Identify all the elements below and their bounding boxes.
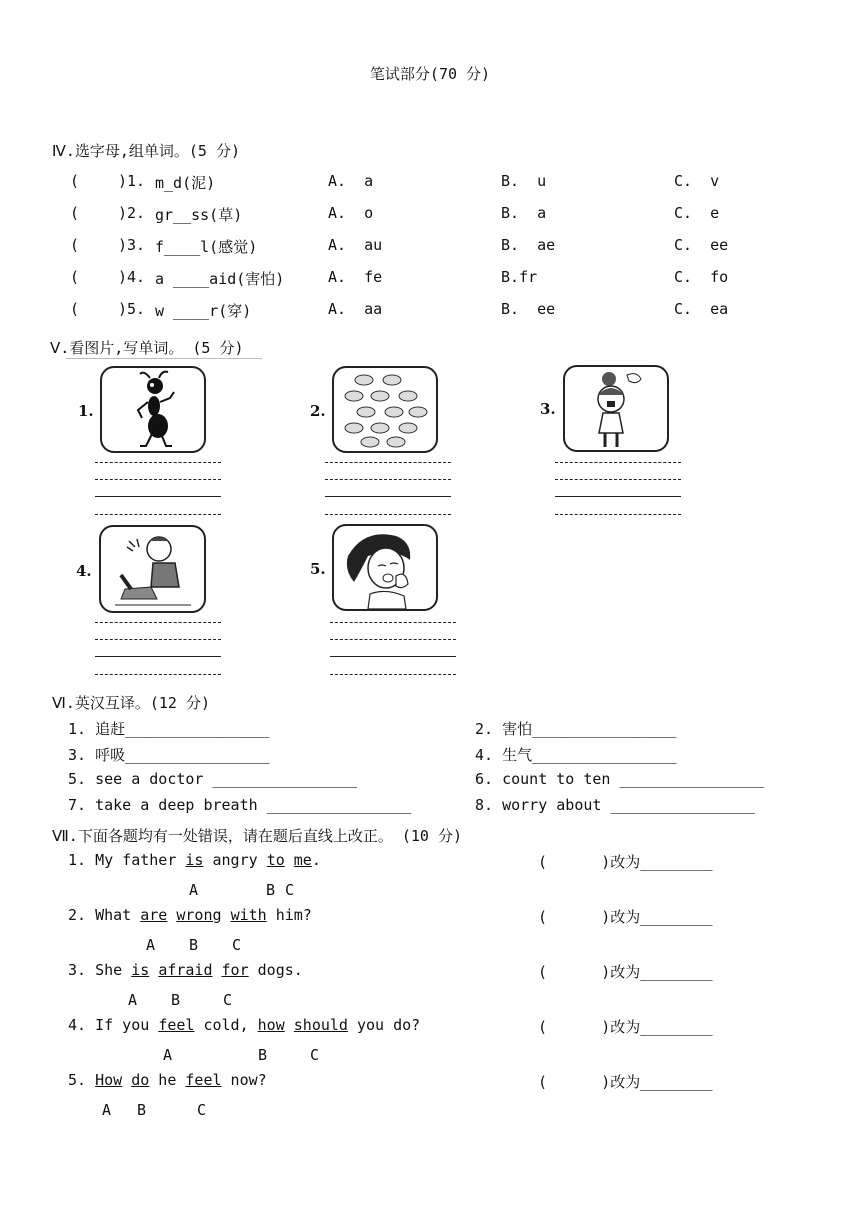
option-b[interactable]: B. ee (501, 300, 556, 318)
error-sentence: 2. What are wrong with him? (68, 906, 312, 924)
answer-field[interactable]: ( )改为________ (538, 1073, 713, 1091)
list-item[interactable]: 1. 追赶________________ (68, 720, 270, 738)
section-4-heading: Ⅳ.选字母,组单词。(5 分) (52, 142, 241, 160)
section-7-heading: Ⅶ.下面各题均有一处错误，请在题后直线上改正。 (10 分) (52, 827, 463, 845)
word-prompt: gr__ss(草) (155, 206, 243, 224)
option-b[interactable]: B. u (501, 172, 547, 190)
picture-number: 3. (540, 400, 556, 418)
picture-number: 4. (76, 562, 92, 580)
option-letter: C (310, 1046, 320, 1064)
option-letter: A (128, 991, 138, 1009)
option-b[interactable]: B. ae (501, 236, 556, 254)
page-title: 笔试部分(70 分) (369, 65, 491, 83)
list-item[interactable]: 2. 害怕________________ (475, 720, 677, 738)
option-c[interactable]: C. ea (674, 300, 729, 318)
hurt-boy-icon (101, 527, 204, 611)
angry-girl-picture (563, 365, 669, 452)
section-6-heading: Ⅵ.英汉互译。(12 分) (52, 694, 211, 712)
option-b[interactable]: B.fr (501, 268, 538, 286)
option-c[interactable]: C. v (674, 172, 720, 190)
picture-number: 5. (310, 560, 326, 578)
error-sentence: 5. How do he feel now? (68, 1071, 267, 1089)
writing-lines[interactable] (95, 622, 221, 676)
option-a[interactable]: A. au (328, 236, 383, 254)
mice-picture (332, 366, 438, 453)
answer-field[interactable]: ( )改为________ (538, 853, 713, 871)
heading-underline (66, 358, 262, 359)
list-item[interactable]: 5. see a doctor ________________ (68, 770, 357, 788)
writing-lines[interactable] (95, 462, 221, 516)
word-prompt: f____l(感觉) (155, 238, 258, 256)
writing-lines[interactable] (330, 622, 456, 676)
section-5-heading: Ⅴ.看图片,写单词。 (5 分) (50, 339, 244, 357)
option-letter: C (232, 936, 242, 954)
yawning-girl-picture (332, 524, 438, 611)
picture-number: 1. (78, 402, 94, 420)
option-letter: A (189, 881, 199, 899)
error-sentence: 3. She is afraid for dogs. (68, 961, 303, 979)
option-c[interactable]: C. fo (674, 268, 729, 286)
option-a[interactable]: A. a (328, 172, 374, 190)
answer-field[interactable]: ( )改为________ (538, 963, 713, 981)
list-item[interactable]: 7. take a deep breath ________________ (68, 796, 412, 814)
option-letter: C (197, 1101, 207, 1119)
ant-picture (100, 366, 206, 453)
mice-icon (334, 368, 436, 451)
list-item[interactable]: 6. count to ten ________________ (475, 770, 764, 788)
list-item[interactable]: 4. 生气________________ (475, 746, 677, 764)
option-c[interactable]: C. ee (674, 236, 729, 254)
option-a[interactable]: A. o (328, 204, 374, 222)
answer-field[interactable]: ( )改为________ (538, 1018, 713, 1036)
option-c[interactable]: C. e (674, 204, 720, 222)
option-letter: A (163, 1046, 173, 1064)
option-letter: C (223, 991, 233, 1009)
option-letter: B (258, 1046, 268, 1064)
list-item[interactable]: 8. worry about ________________ (475, 796, 755, 814)
writing-lines[interactable] (325, 462, 451, 516)
error-sentence: 4. If you feel cold, how should you do? (68, 1016, 421, 1034)
word-prompt: a ____aid(害怕) (155, 270, 285, 288)
option-letter: B (171, 991, 181, 1009)
ant-icon (102, 368, 204, 451)
error-sentence: 1. My father is angry to me. (68, 851, 321, 869)
word-prompt: m_d(泥) (155, 174, 216, 192)
angry-girl-icon (565, 367, 667, 450)
writing-lines[interactable] (555, 462, 681, 516)
option-a[interactable]: A. aa (328, 300, 383, 318)
option-b[interactable]: B. a (501, 204, 547, 222)
option-letter: B (266, 881, 276, 899)
hurt-boy-picture (99, 525, 206, 613)
option-letter: A (102, 1101, 112, 1119)
list-item[interactable]: 3. 呼吸________________ (68, 746, 270, 764)
option-letter: B (137, 1101, 147, 1119)
option-letter: A (146, 936, 156, 954)
option-letter: C (285, 881, 295, 899)
option-letter: B (189, 936, 199, 954)
picture-number: 2. (310, 402, 326, 420)
word-prompt: w ____r(穿) (155, 302, 252, 320)
yawning-girl-icon (334, 526, 436, 609)
option-a[interactable]: A. fe (328, 268, 383, 286)
answer-field[interactable]: ( )改为________ (538, 908, 713, 926)
